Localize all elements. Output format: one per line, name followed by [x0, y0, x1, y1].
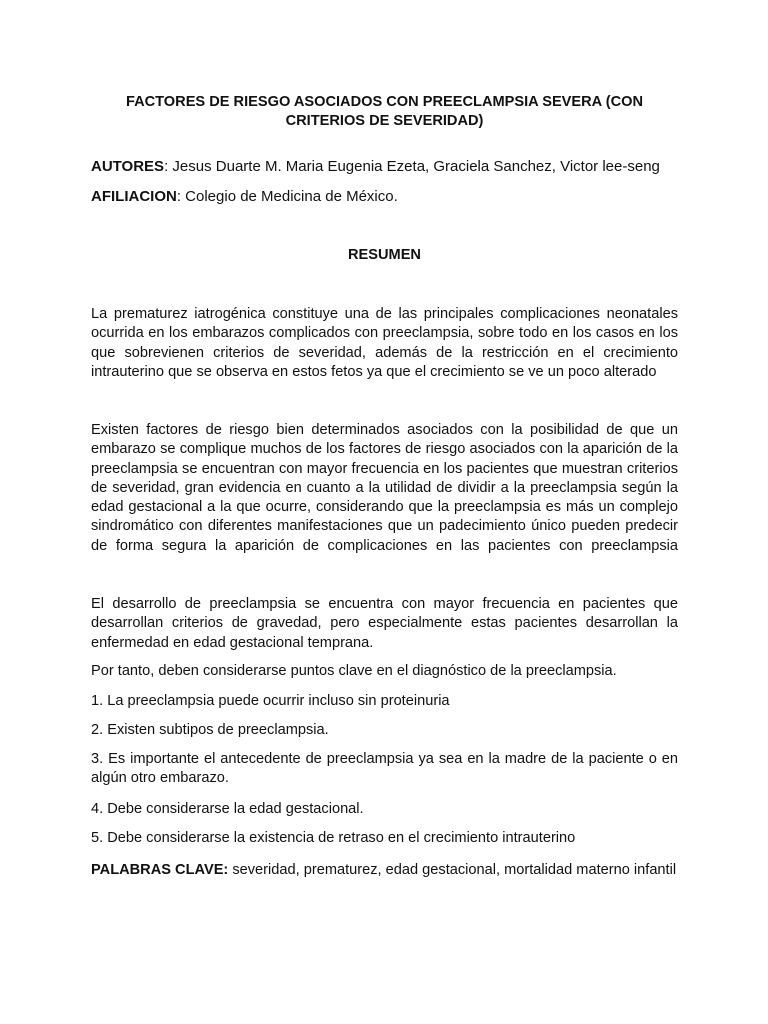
- affiliation-label: AFILIACION: [91, 188, 177, 205]
- key-point-item: 4. Debe considerarse la edad gestacional.: [91, 801, 364, 817]
- keywords-label: PALABRAS CLAVE:: [91, 862, 229, 878]
- affiliation-line: [91, 187, 678, 206]
- authors-line: [91, 157, 678, 176]
- key-point-item: 2. Existen subtipos de preeclampsia.: [91, 722, 329, 738]
- authors-value: : Jesus Duarte M. Maria Eugenia Ezeta, Graciela Sanchez, Victor lee-seng: [164, 158, 660, 175]
- abstract-heading: RESUMEN: [348, 247, 421, 263]
- key-point-item: 1. La preeclampsia puede ocurrir incluso sin proteinuria: [91, 693, 450, 709]
- paper-title: FACTORES DE RIESGO ASOCIADOS CON PREECLAMPSIA SEVERA (CON CRITERIOS DE SEVERIDAD): [125, 94, 644, 129]
- authors-label: AUTORES: [91, 158, 165, 175]
- affiliation-value: : Colegio de Medicina de México.: [176, 188, 398, 205]
- abstract-paragraph-4: Por tanto, deben considerarse puntos clave en el diagnóstico de la preeclampsia.: [91, 663, 617, 679]
- abstract-paragraph-3: El desarrollo de preeclampsia se encuentra con mayor frecuencia en pacientes que desarrollan criterios de gravedad, pero especialmente estas pacientes desarrollan la enfermedad en edad gestacional temprana.: [91, 596, 678, 651]
- keywords-line: [91, 861, 678, 880]
- abstract-paragraph-1: La prematurez iatrogénica constituye una de las principales complicaciones neonatales ocurrida en los embarazos complicados con preeclampsia, sobre todo en los casos en los que sobrevienen criterios de severidad, además de la restricción en el crecimiento intrauterino que se observa en estos fetos ya que el crecimiento se ve un poco alterado: [91, 306, 678, 380]
- key-point-item: 5. Debe considerarse la existencia de retraso en el crecimiento intrauterino: [91, 830, 576, 846]
- keywords-value: severidad, prematurez, edad gestacional, mortalidad materno infantil: [228, 862, 677, 878]
- key-point-item: 3. Es importante el antecedente de preeclampsia ya sea en la madre de la paciente o en algún otro embarazo.: [91, 751, 678, 787]
- abstract-paragraph-2: Existen factores de riesgo bien determinados asociados con la posibilidad de que un embarazo se complique muchos de los factores de riesgo asociados con la aparición de la preeclampsia se encuentran con mayor frecuencia en los pacientes que muestran criterios de severidad, gran evidencia en cuanto a la utilidad de dividir a la preeclampsia según la edad gestacional a la que ocurre, considerando que la preeclampsia es más un complejo sindromático con diferentes manifestaciones que un padecimiento único pueden predecir de forma segura la aparición de complicaciones en las pacientes con preeclampsia: [91, 422, 678, 554]
